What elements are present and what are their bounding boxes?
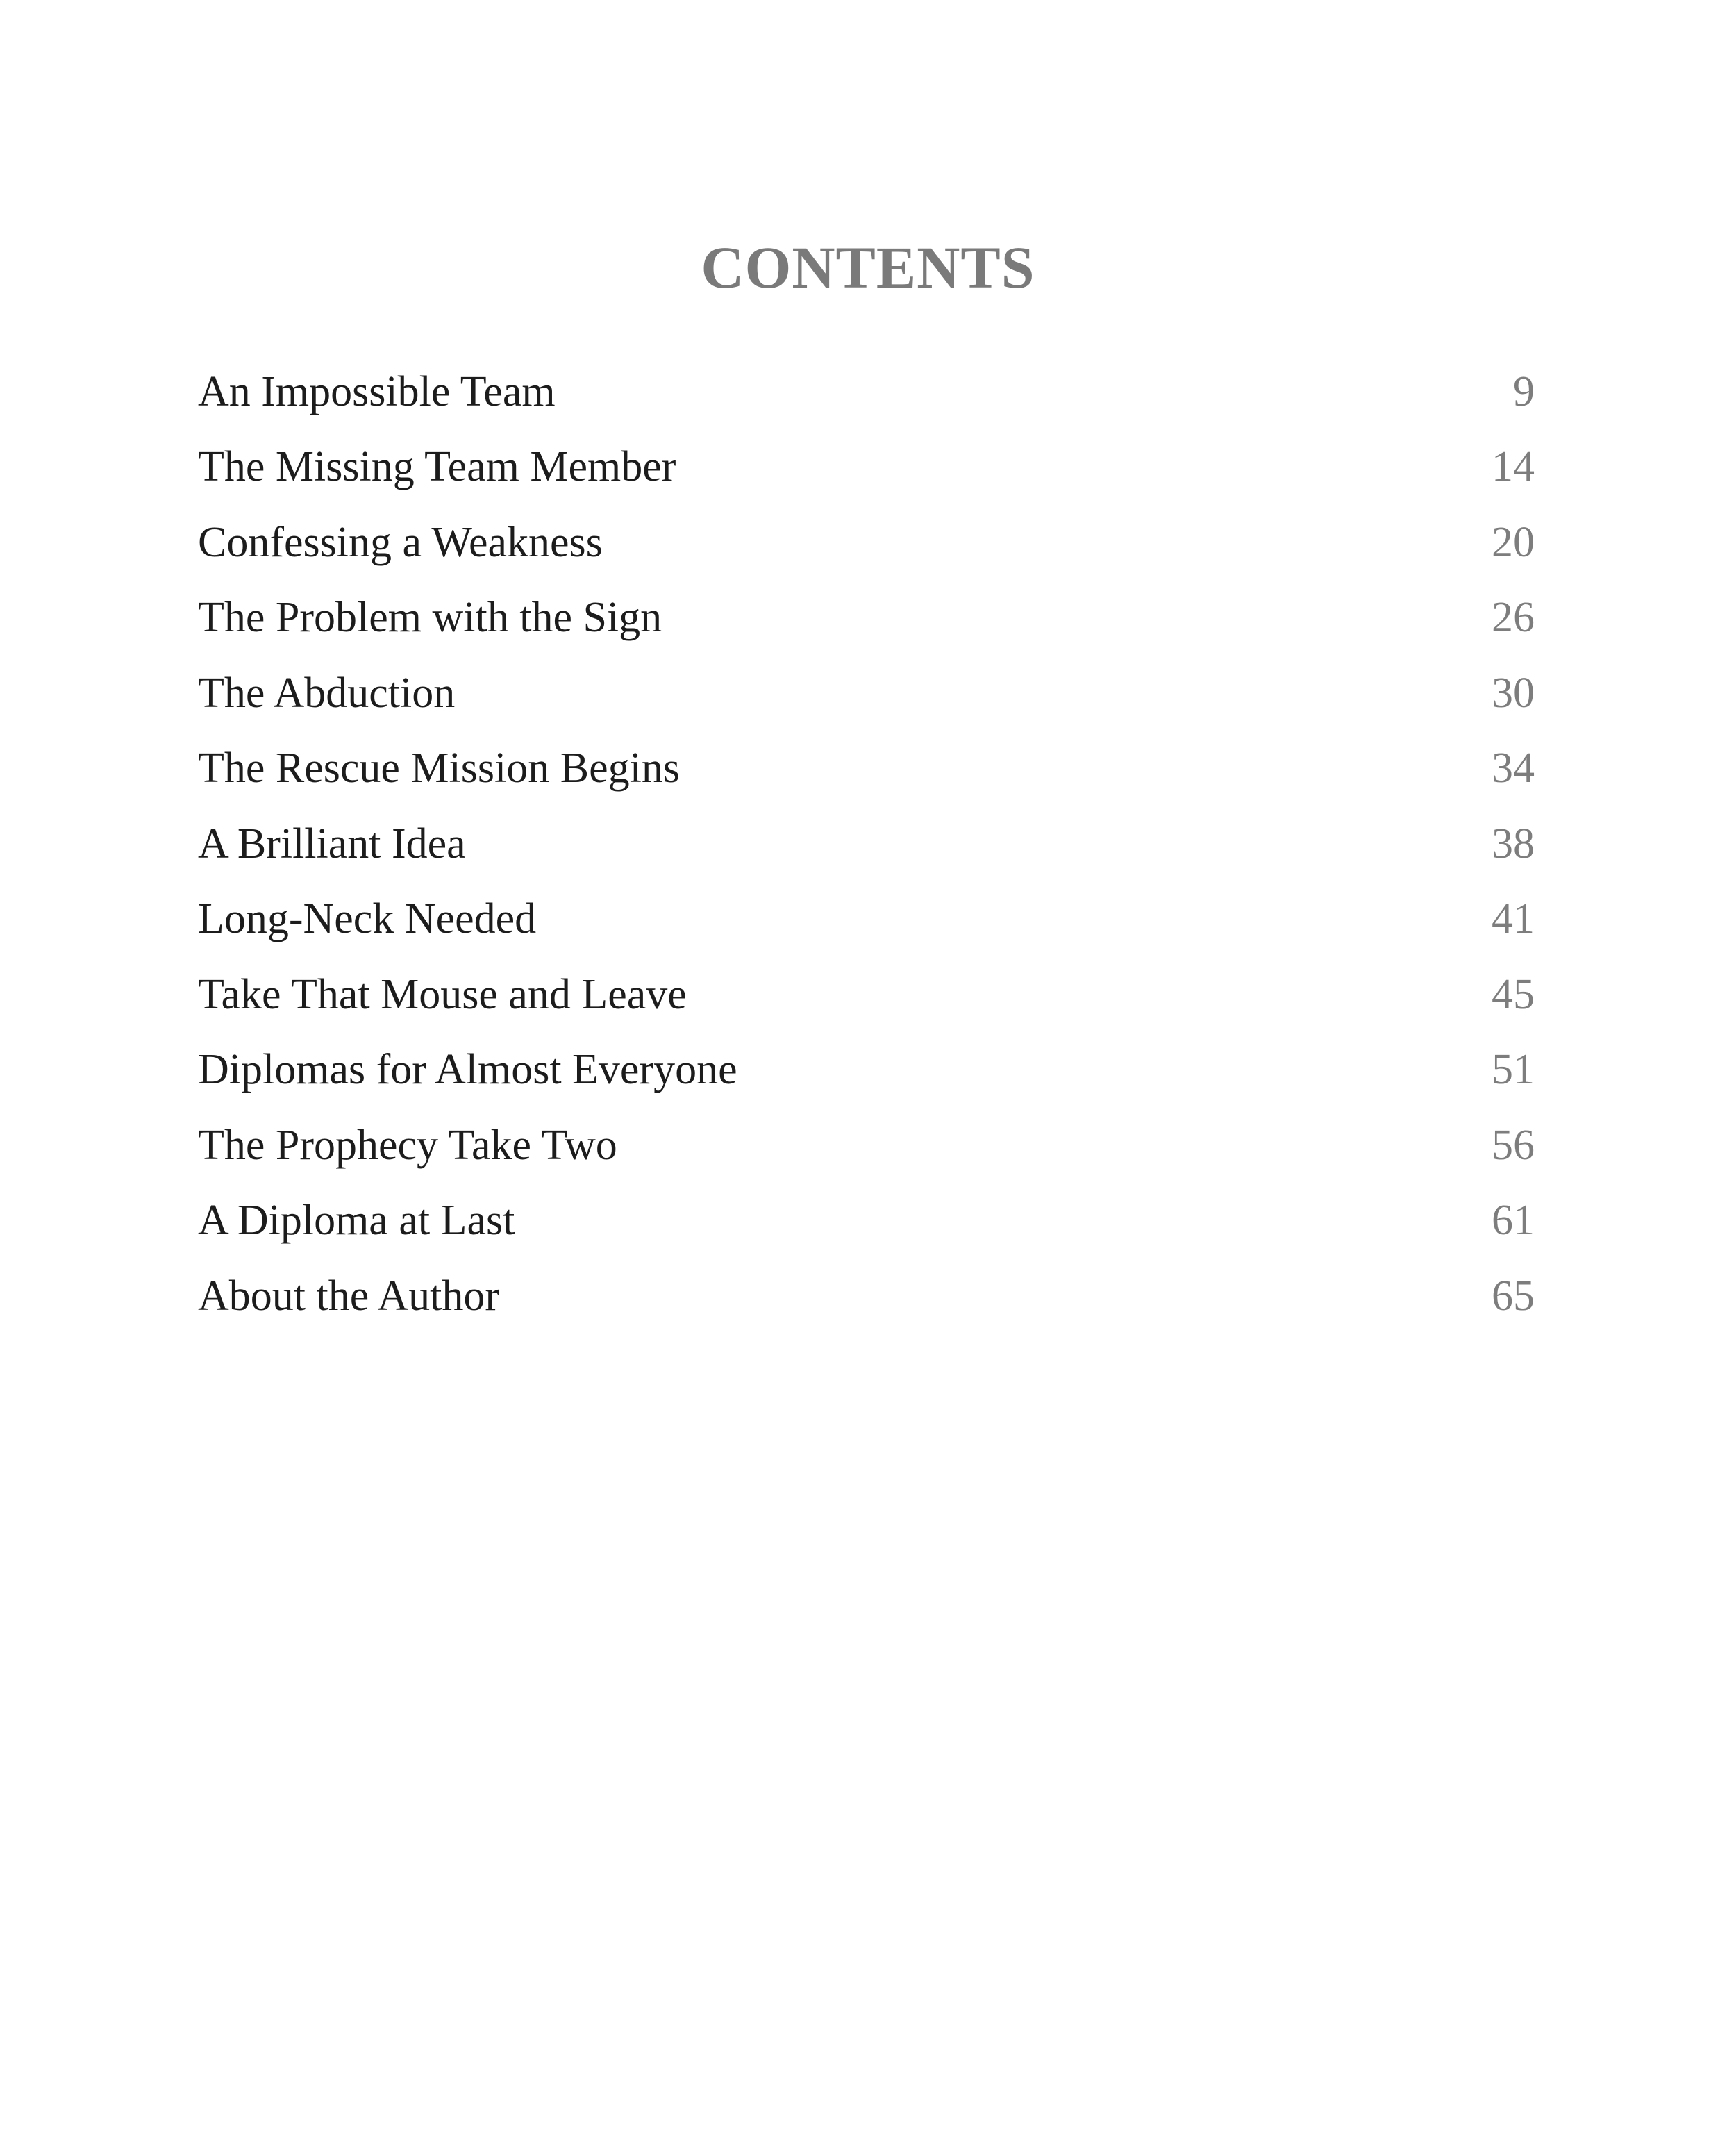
toc-entry — [198, 505, 1535, 581]
page-number: 20 — [1492, 518, 1535, 566]
chapter-title: The Rescue Mission Begins — [198, 745, 680, 792]
chapter-title: A Diploma at Last — [198, 1197, 515, 1245]
chapter-title: About the Author — [198, 1272, 499, 1320]
chapter-title: A Brilliant Idea — [198, 820, 466, 867]
toc-entry — [198, 354, 1535, 430]
chapter-title: The Problem with the Sign — [198, 594, 662, 642]
page-number: 61 — [1492, 1197, 1535, 1245]
chapter-title: An Impossible Team — [198, 367, 556, 415]
page-number: 9 — [1513, 367, 1535, 415]
toc-entry — [198, 581, 1535, 656]
toc-entry — [198, 882, 1535, 958]
chapter-title: Take That Mouse and Leave — [198, 970, 687, 1018]
page-number: 14 — [1492, 443, 1535, 491]
toc-entry — [198, 430, 1535, 506]
chapter-title: The Missing Team Member — [198, 443, 676, 491]
page-number: 34 — [1492, 745, 1535, 792]
page-number: 30 — [1492, 669, 1535, 717]
toc-entry — [198, 1108, 1535, 1184]
page-number: 41 — [1492, 895, 1535, 943]
toc-entry — [198, 1259, 1535, 1334]
page-title: CONTENTS — [701, 234, 1035, 301]
page-number: 65 — [1492, 1272, 1535, 1320]
page-number: 56 — [1492, 1121, 1535, 1169]
page-number: 51 — [1492, 1046, 1535, 1094]
page-number: 38 — [1492, 820, 1535, 867]
toc-entry — [198, 731, 1535, 807]
toc-entry — [198, 957, 1535, 1033]
toc-entry — [198, 1033, 1535, 1108]
toc-entry — [198, 656, 1535, 731]
chapter-title: The Abduction — [198, 669, 456, 717]
table-of-contents — [198, 354, 1535, 1334]
toc-entry — [198, 806, 1535, 882]
chapter-title: Long-Neck Needed — [198, 895, 537, 943]
toc-entry — [198, 1184, 1535, 1259]
page-number: 45 — [1492, 970, 1535, 1018]
chapter-title: The Prophecy Take Two — [198, 1121, 617, 1169]
chapter-title: Confessing a Weakness — [198, 518, 603, 566]
chapter-title: Diplomas for Almost Everyone — [198, 1046, 737, 1094]
page-number: 26 — [1492, 594, 1535, 642]
